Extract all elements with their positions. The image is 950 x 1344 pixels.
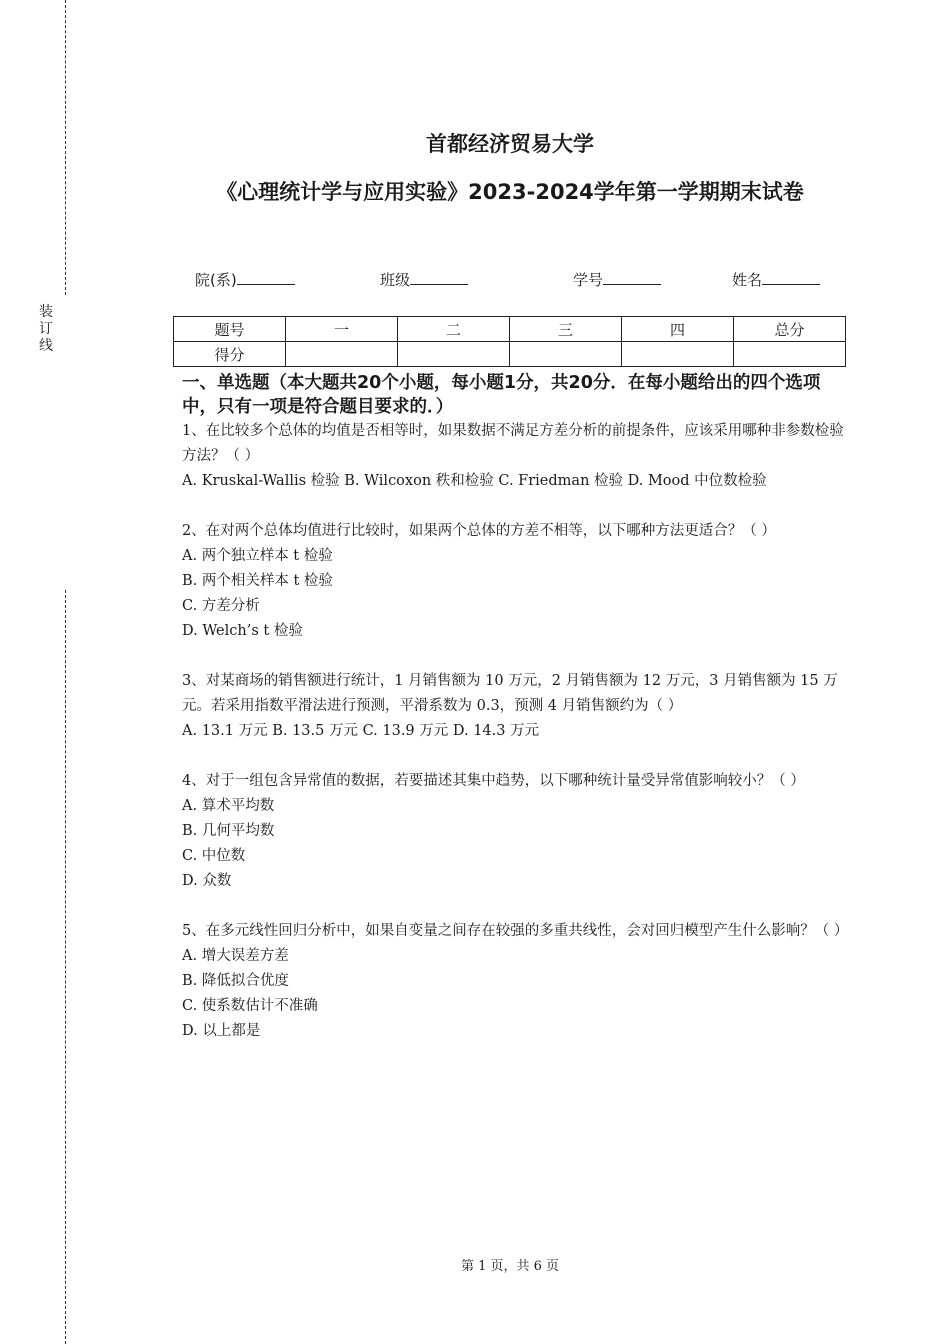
score-header-cell: 三 bbox=[510, 317, 622, 342]
score-header-cell: 题号 bbox=[174, 317, 286, 342]
score-cell[interactable] bbox=[622, 342, 734, 367]
question-text: 4、对于一组包含异常值的数据，若要描述其集中趋势，以下哪种统计量受异常值影响较小？（ ） bbox=[182, 773, 805, 789]
class-field bbox=[380, 268, 468, 291]
question-text: 2、在对两个总体均值进行比较时，如果两个总体的方差不相等，以下哪种方法更适合？（ ） bbox=[182, 523, 776, 539]
score-header-cell: 四 bbox=[622, 317, 734, 342]
binding-dashed-line-bottom bbox=[65, 590, 66, 1344]
question-list bbox=[182, 419, 847, 1069]
name-blank[interactable] bbox=[762, 268, 820, 285]
dept-blank[interactable] bbox=[237, 268, 295, 285]
score-table bbox=[173, 316, 846, 367]
score-header-cell: 一 bbox=[286, 317, 398, 342]
option-d: D. 以上都是 bbox=[182, 1023, 261, 1039]
question-3 bbox=[182, 669, 847, 744]
option-a: A. 两个独立样本 t 检验 bbox=[182, 548, 333, 564]
question-4 bbox=[182, 769, 847, 894]
question-1 bbox=[182, 419, 847, 494]
binding-char: 装 bbox=[39, 304, 53, 320]
score-cell[interactable] bbox=[398, 342, 510, 367]
score-cell[interactable] bbox=[734, 342, 846, 367]
binding-label bbox=[36, 304, 56, 355]
score-table-score-row bbox=[174, 342, 846, 367]
score-header-cell: 二 bbox=[398, 317, 510, 342]
question-text: 1、在比较多个总体的均值是否相等时，如果数据不满足方差分析的前提条件，应该采用哪种非参数检验方法？（ ） bbox=[182, 423, 844, 464]
option-b: B. 降低拟合优度 bbox=[182, 973, 289, 989]
student-id-blank[interactable] bbox=[603, 268, 661, 285]
score-cell[interactable] bbox=[286, 342, 398, 367]
school-title: 首都经济贸易大学 bbox=[426, 132, 594, 156]
page-footer: 第 1 页，共 6 页 bbox=[460, 1259, 560, 1274]
student-id-field bbox=[573, 268, 661, 291]
option-c: C. 方差分析 bbox=[182, 598, 260, 614]
option-a: A. 算术平均数 bbox=[182, 798, 275, 814]
binding-char: 订 bbox=[39, 321, 53, 337]
option-d: D. 众数 bbox=[182, 873, 232, 889]
name-field bbox=[732, 268, 820, 291]
score-row-label: 得分 bbox=[174, 342, 286, 367]
dept-field bbox=[195, 268, 295, 291]
option-a: A. 增大误差方差 bbox=[182, 948, 289, 964]
option-b: B. 几何平均数 bbox=[182, 823, 275, 839]
class-blank[interactable] bbox=[410, 268, 468, 285]
question-5 bbox=[182, 919, 847, 1044]
exam-title: 《心理统计学与应用实验》2023-2024学年第一学期期末试卷 bbox=[216, 180, 804, 204]
question-2 bbox=[182, 519, 847, 644]
question-options: A. 13.1 万元 B. 13.5 万元 C. 13.9 万元 D. 14.3 万元 bbox=[182, 723, 540, 739]
binding-char: 线 bbox=[39, 338, 53, 354]
option-c: C. 使系数估计不准确 bbox=[182, 998, 318, 1014]
option-c: C. 中位数 bbox=[182, 848, 246, 864]
option-b: B. 两个相关样本 t 检验 bbox=[182, 573, 333, 589]
class-label: 班级 bbox=[380, 271, 411, 289]
question-options: A. Kruskal-Wallis 检验 B. Wilcoxon 秩和检验 C. Friedman 检验 D. Mood 中位数检验 bbox=[182, 473, 767, 489]
option-d: D. Welch’s t 检验 bbox=[182, 623, 303, 639]
section-heading: 一、单选题（本大题共20个小题，每小题1分，共20分．在每小题给出的四个选项中，只有一项是符合题目要求的．） bbox=[182, 373, 821, 417]
student-id-label: 学号 bbox=[573, 271, 604, 289]
question-text: 5、在多元线性回归分析中，如果自变量之间存在较强的多重共线性，会对回归模型产生什么影响？（ ） bbox=[182, 923, 849, 939]
question-text: 3、对某商场的销售额进行统计，1 月销售额为 10 万元，2 月销售额为 12 万元，3 月销售额为 15 万元。若采用指数平滑法进行预测，平滑系数为 0.3，预测 4 月销售额约为（ ） bbox=[182, 673, 838, 714]
score-header-cell: 总分 bbox=[734, 317, 846, 342]
name-label: 姓名 bbox=[732, 271, 763, 289]
score-cell[interactable] bbox=[510, 342, 622, 367]
dept-label: 院(系) bbox=[195, 271, 237, 289]
score-table-header-row bbox=[174, 317, 846, 342]
